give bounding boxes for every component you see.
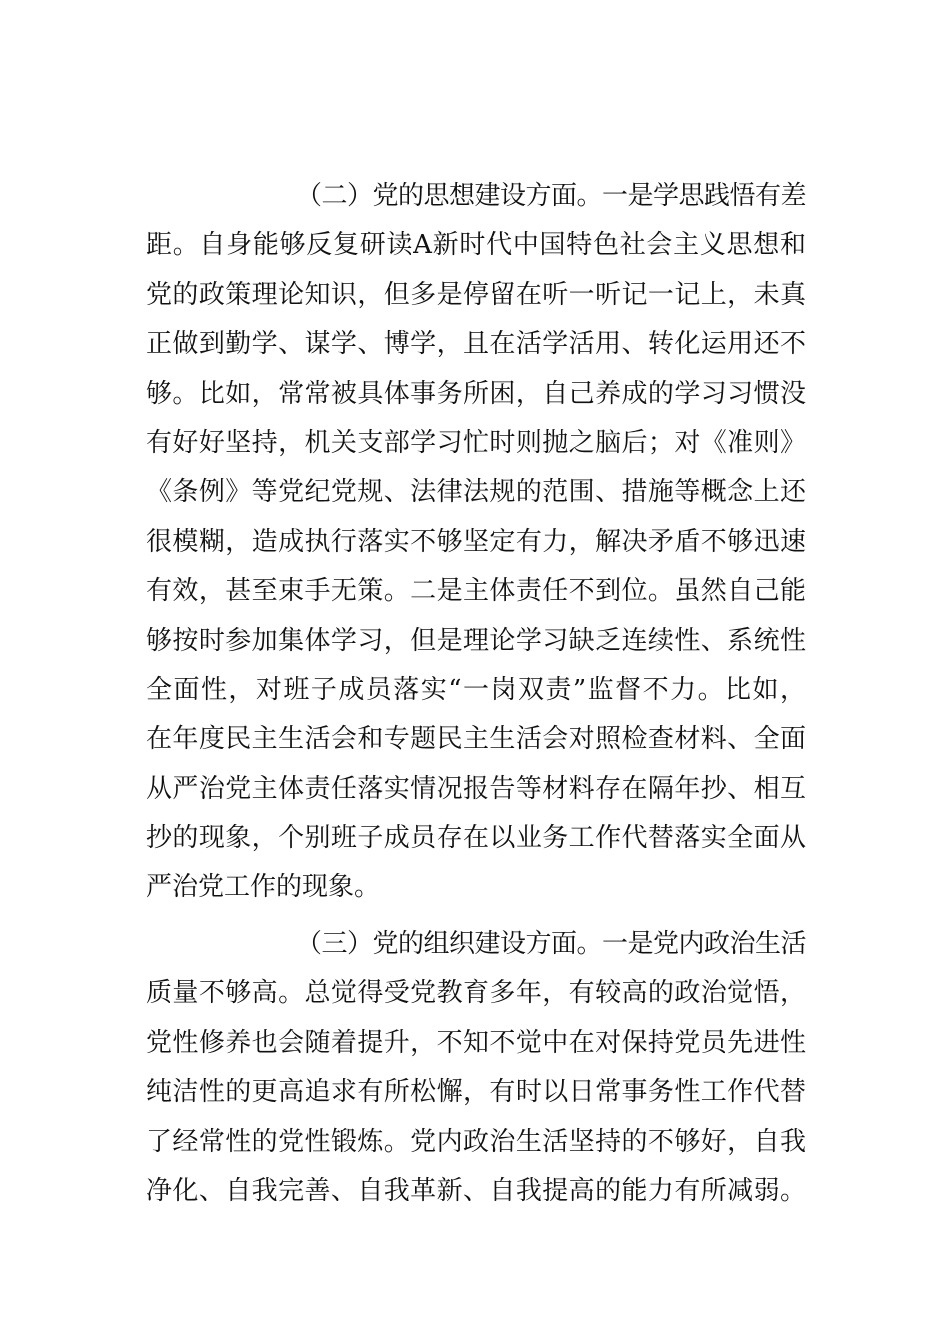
text-line: 纯洁性的更高追求有所松懈，有时以日常事务性工作代替 [146, 1077, 806, 1108]
text-line: 党的政策理论知识，但多是停留在听一听记一记上，未真 [146, 279, 806, 310]
text-line: 够。比如，常常被具体事务所困，自己养成的学习习惯没 [146, 378, 806, 409]
text-line: 抄的现象，个别班子成员存在以业务工作代替落实全面从 [146, 823, 806, 854]
text-line: （三）党的组织建设方面。一是党内政治生活 [296, 929, 807, 959]
text-line: 够按时参加集体学习，但是理论学习缺乏连续性、系统性 [146, 625, 806, 656]
paragraph-party-ideology [146, 172, 806, 913]
text-line: 全面性，对班子成员落实“一岗双责”监督不力。比如， [146, 674, 806, 705]
text-line: 有效，甚至束手无策。二是主体责任不到位。虽然自己能 [146, 576, 806, 607]
text-line: 有好好坚持，机关支部学习忙时则抛之脑后；对《准则》 [146, 427, 806, 458]
text-line: 距。自身能够反复研读A新时代中国特色社会主义思想和 [146, 230, 806, 261]
text-line: 质量不够高。总觉得受党教育多年，有较高的政治觉悟， [146, 978, 806, 1009]
paragraph-party-organization [146, 920, 806, 1216]
text-line: 了经常性的党性锻炼。党内政治生活坚持的不够好，自我 [146, 1126, 806, 1157]
text-line: 很模糊，造成执行落实不够坚定有力，解决矛盾不够迅速 [146, 526, 806, 557]
text-line: 正做到勤学、谋学、博学，且在活学活用、转化运用还不 [146, 329, 806, 360]
text-line: 在年度民主生活会和专题民主生活会对照检查材料、全面 [146, 724, 806, 755]
text-line: 严治党工作的现象。 [146, 872, 381, 903]
text-line: 净化、自我完善、自我革新、自我提高的能力有所减弱。 [146, 1175, 806, 1206]
text-line: （二）党的思想建设方面。一是学思践悟有差 [296, 181, 807, 211]
text-line: 党性修养也会随着提升，不知不觉中在对保持党员先进性 [146, 1027, 806, 1058]
text-line: 《条例》等党纪党规、法律法规的范围、措施等概念上还 [146, 477, 806, 508]
text-line: 从严治党主体责任落实情况报告等材料存在隔年抄、相互 [146, 773, 806, 804]
